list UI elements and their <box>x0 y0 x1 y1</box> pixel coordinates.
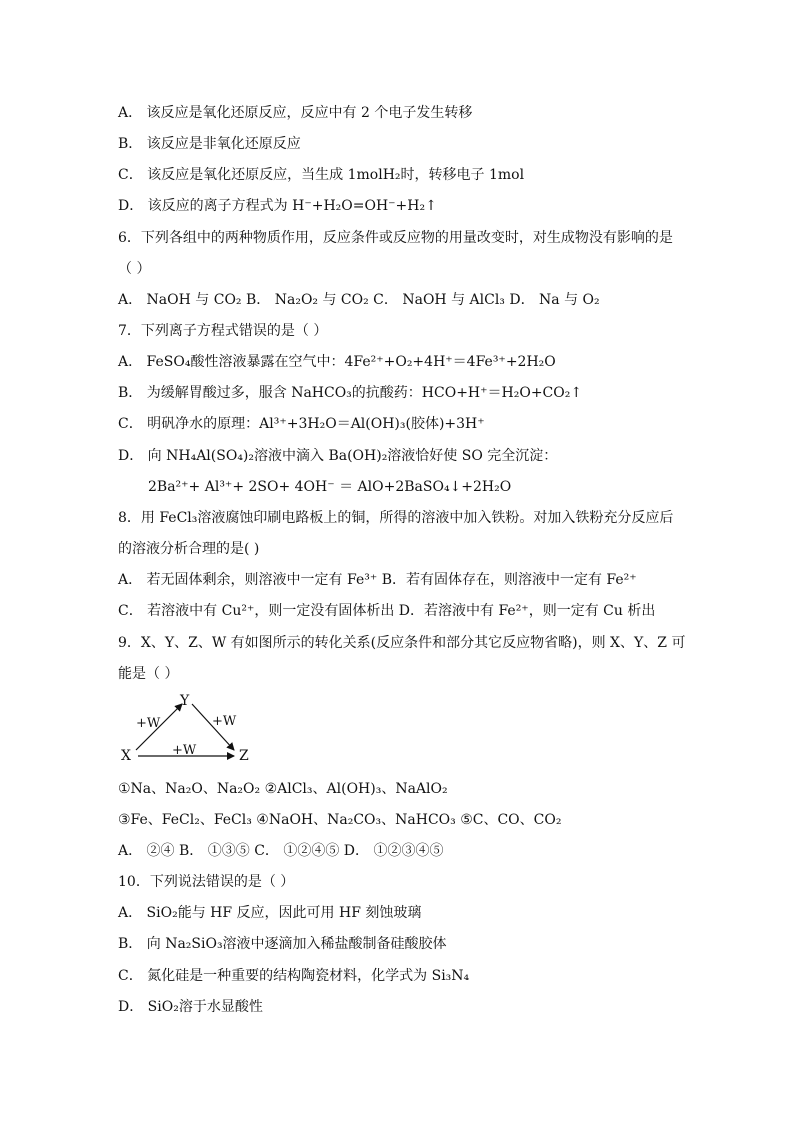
q7-option-c: C． 明矾净水的原理：Al³⁺+3H₂O＝Al(OH)₃(胶体)+3H⁺ <box>118 416 485 432</box>
q5-option-a: A． 该反应是氧化还原反应，反应中有 2 个电子发生转移 <box>118 105 473 121</box>
q8-options-cd: C． 若溶液中有 Cu²⁺，则一定没有固体析出 D．若溶液中有 Fe²⁺，则一定有 Cu 析出 <box>118 603 656 619</box>
node-x: X <box>121 748 131 764</box>
q9-stem: 9．X、Y、Z、W 有如图所示的转化关系(反应条件和部分其它反应物省略)，则 X、Y、Z 可 <box>118 635 686 651</box>
q6-stem: 6．下列各组中的两种物质作用，反应条件或反应物的用量改变时，对生成物没有影响的是 <box>118 230 673 246</box>
q7-option-d: D． 向 NH₄Al(SO₄)₂溶液中滴入 Ba(OH)₂溶液恰好使 SO 完全沉淀： <box>118 448 558 464</box>
q7-option-d-equation: 2Ba²⁺+ Al³⁺+ 2SO+ 4OH⁻ ＝ AlO+2BaSO₄↓+2H₂O <box>148 479 512 495</box>
node-z: Z <box>239 748 249 764</box>
q7-stem: 7．下列离子方程式错误的是（ ） <box>118 323 328 339</box>
q5-option-c: C． 该反应是氧化还原反应，当生成 1molH₂时，转移电子 1mol <box>118 167 525 183</box>
edge-label-xz: +W <box>172 743 197 758</box>
q7-option-a: A． FeSO₄酸性溶液暴露在空气中：4Fe²⁺+O₂+4H⁺＝4Fe³⁺+2H₂O <box>118 354 556 370</box>
q5-option-d: D． 该反应的离子方程式为 H⁻+H₂O=OH⁻+H₂↑ <box>118 198 437 214</box>
edge-label-xy: +W <box>136 716 161 731</box>
conversion-diagram <box>116 692 266 768</box>
q9-choice-list-2: ③Fe、FeCl₂、FeCl₃ ④NaOH、Na₂CO₃、NaHCO₃ ⑤C、CO、CO₂ <box>118 812 562 828</box>
q6-stem-bracket: （ ） <box>118 261 151 277</box>
q10-stem: 10．下列说法错误的是（ ） <box>118 874 295 890</box>
q6-options: A． NaOH 与 CO₂ B． Na₂O₂ 与 CO₂ C． NaOH 与 AlCl₃ D． Na 与 O₂ <box>118 292 600 308</box>
edge-label-yz: +W <box>212 714 237 729</box>
q9-options: A． ②④ B． ①③⑤ C． ①②④⑤ D． ①②③④⑤ <box>118 843 444 859</box>
q8-stem-cont: 的溶液分析合理的是( ) <box>118 541 260 557</box>
q10-option-b: B． 向 Na₂SiO₃溶液中逐滴加入稀盐酸制备硅酸胶体 <box>118 936 447 952</box>
q10-option-a: A． SiO₂能与 HF 反应，因此可用 HF 刻蚀玻璃 <box>118 905 422 921</box>
q10-option-d: D． SiO₂溶于水显酸性 <box>118 999 263 1015</box>
node-y: Y <box>180 693 190 709</box>
q5-option-b: B． 该反应是非氧化还原反应 <box>118 136 301 152</box>
q8-options-ab: A． 若无固体剩余，则溶液中一定有 Fe³⁺ B．若有固体存在，则溶液中一定有 Fe²⁺ <box>118 572 637 588</box>
q9-choice-list-1: ①Na、Na₂O、Na₂O₂ ②AlCl₃、Al(OH)₃、NaAlO₂ <box>118 781 448 797</box>
q10-option-c: C． 氮化硅是一种重要的结构陶瓷材料，化学式为 Si₃N₄ <box>118 968 470 984</box>
q7-option-b: B． 为缓解胃酸过多，服含 NaHCO₃的抗酸药：HCO+H⁺＝H₂O+CO₂↑ <box>118 385 583 401</box>
q8-stem: 8．用 FeCl₃溶液腐蚀印刷电路板上的铜，所得的溶液中加入铁粉。对加入铁粉充分反应后 <box>118 510 674 526</box>
q9-stem-cont: 能是（ ） <box>118 666 179 682</box>
